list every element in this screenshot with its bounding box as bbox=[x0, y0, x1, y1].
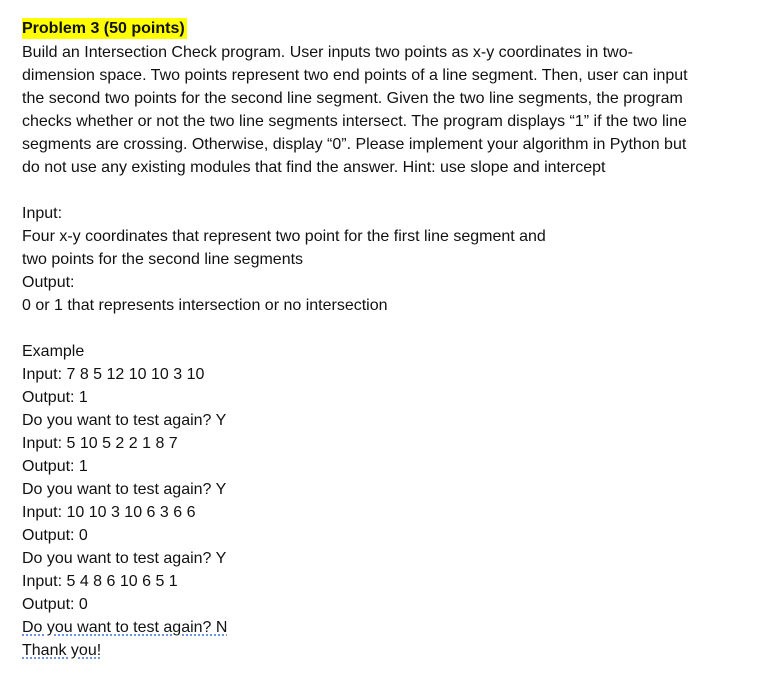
example-line: Input: 7 8 5 12 10 10 3 10 bbox=[22, 366, 205, 383]
description-line: checks whether or not the two line segments intersect. The program displays “1” if the two line bbox=[22, 113, 687, 130]
description-line: dimension space. Two points represent two end points of a line segment. Then, user can input bbox=[22, 67, 688, 84]
example-line: Input: 10 10 3 10 6 3 6 6 bbox=[22, 504, 196, 521]
example-line: Output: 0 bbox=[22, 527, 88, 544]
example-line: Input: 5 4 8 6 10 6 5 1 bbox=[22, 573, 178, 590]
output-label: Output: bbox=[22, 274, 75, 291]
description-line: Build an Intersection Check program. User inputs two points as x-y coordinates in two- bbox=[22, 44, 633, 61]
example-line: Do you want to test again? N bbox=[22, 619, 228, 636]
description-line: do not use any existing modules that find the answer. Hint: use slope and intercept bbox=[22, 159, 606, 176]
output-spec-line: 0 or 1 that represents intersection or no intersection bbox=[22, 297, 388, 314]
example-label: Example bbox=[22, 343, 85, 360]
input-spec-line: two points for the second line segments bbox=[22, 251, 304, 268]
input-label: Input: bbox=[22, 205, 63, 222]
example-line: Thank you! bbox=[22, 642, 102, 659]
problem-title: Problem 3 (50 points) bbox=[22, 20, 185, 37]
example-section bbox=[22, 340, 737, 662]
description-line: segments are crossing. Otherwise, display “0”. Please implement your algorithm in Python but bbox=[22, 136, 687, 153]
example-line: Do you want to test again? Y bbox=[22, 550, 227, 567]
problem-description bbox=[22, 41, 737, 179]
example-line: Do you want to test again? Y bbox=[22, 412, 227, 429]
example-line: Input: 5 10 5 2 2 1 8 7 bbox=[22, 435, 178, 452]
example-line: Do you want to test again? Y bbox=[22, 481, 227, 498]
example-line: Output: 1 bbox=[22, 458, 88, 475]
example-line: Output: 1 bbox=[22, 389, 88, 406]
description-line: the second two points for the second line segment. Given the two line segments, the program bbox=[22, 90, 683, 107]
example-line: Output: 0 bbox=[22, 596, 88, 613]
input-spec-line: Four x-y coordinates that represent two point for the first line segment and bbox=[22, 228, 546, 245]
document-body bbox=[22, 18, 737, 662]
io-spec-section bbox=[22, 202, 737, 317]
